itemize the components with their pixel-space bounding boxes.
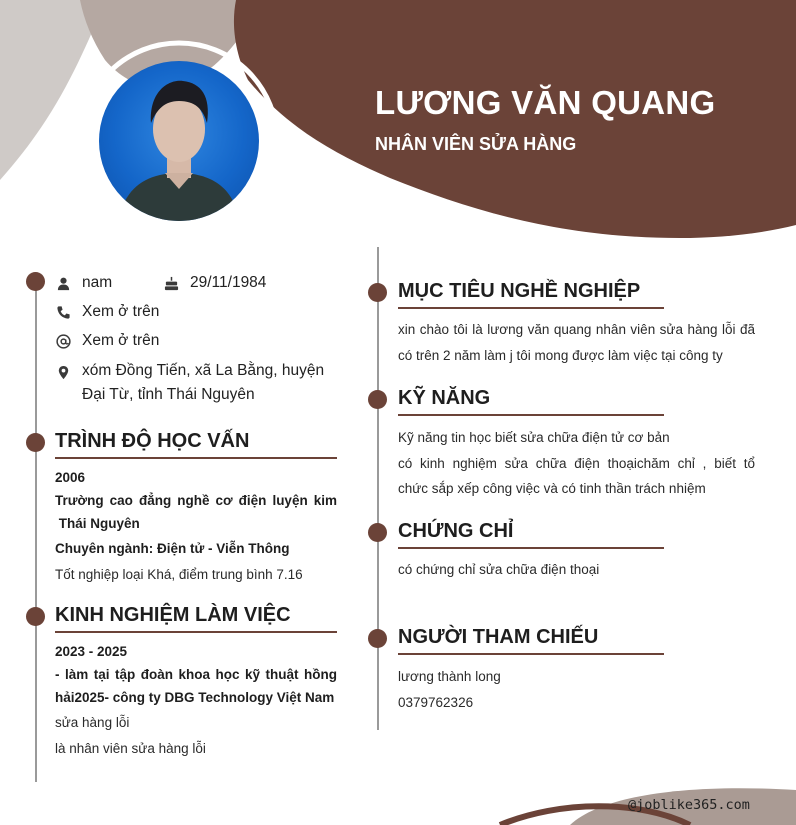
cake-icon xyxy=(164,276,179,291)
experience-title: KINH NGHIỆM LÀM VIỆC xyxy=(55,604,337,633)
certificates-line-1: có chứng chỉ sửa chữa điện thoại xyxy=(398,562,600,577)
candidate-name: LƯƠNG VĂN QUANG xyxy=(375,84,716,121)
experience-desc-1: sửa hàng lỗi xyxy=(55,715,130,730)
reference-phone: 0379762326 xyxy=(398,695,474,710)
left-timeline xyxy=(35,282,37,782)
certificates-title: CHỨNG CHỈ xyxy=(398,520,664,549)
phone-value: Xem ở trên xyxy=(82,303,160,320)
at-icon xyxy=(56,334,71,349)
experience-desc-2: là nhân viên sửa hàng lỗi xyxy=(55,741,206,756)
education-title: TRÌNH ĐỘ HỌC VẤN xyxy=(55,430,337,459)
skills-title: KỸ NĂNG xyxy=(398,387,664,416)
address-line-2: Đại Từ, tỉnh Thái Nguyên xyxy=(82,386,255,403)
objective-line-1: xin chào tôi là lương văn quang nhân viên sửa hàng lỗi đã xyxy=(398,322,755,337)
user-icon xyxy=(56,276,71,291)
address-line-1: xóm Đồng Tiến, xã La Bằng, huyện xyxy=(82,362,325,379)
references-title: NGƯỜI THAM CHIẾU xyxy=(398,626,664,655)
objective-title: MỤC TIÊU NGHỀ NGHIỆP xyxy=(398,280,664,309)
objective-dot xyxy=(368,283,387,302)
job-title: NHÂN VIÊN SỬA HÀNG xyxy=(375,134,577,154)
skills-line-3: chức sắp xếp công việc và có tinh thần trách nhiệm xyxy=(398,481,706,496)
education-school-line-2: Thái Nguyên xyxy=(55,516,140,531)
references-dot xyxy=(368,629,387,648)
certificates-dot xyxy=(368,523,387,542)
reference-name: lương thành long xyxy=(398,669,501,684)
location-pin-icon xyxy=(56,365,71,380)
skills-line-2: có kinh nghiệm sửa chữa điện thoạichăm chỉ , biết tổ xyxy=(398,456,755,471)
phone-row xyxy=(56,303,159,321)
education-school-line-1: Trường cao đẳng nghề cơ điện luyện kim xyxy=(55,493,337,508)
experience-company-line-1: - làm tại tập đoàn khoa học kỹ thuật hồng xyxy=(55,667,337,682)
gender-value: nam xyxy=(82,274,113,291)
objective-line-2: có trên 2 năm làm j tôi mong được làm việc tại công ty xyxy=(398,348,723,363)
skills-dot xyxy=(368,390,387,409)
experience-dot xyxy=(26,607,45,626)
email-row xyxy=(56,332,159,350)
address-value xyxy=(82,361,324,407)
person-photo-icon xyxy=(99,61,259,221)
experience-period: 2023 - 2025 xyxy=(55,644,128,659)
education-result: Tốt nghiệp loại Khá, điểm trung bình 7.16 xyxy=(55,567,303,582)
experience-company-line-2: hải2025- công ty DBG Technology Việt Nam xyxy=(55,690,335,705)
gender-row xyxy=(56,274,112,292)
email-value: Xem ở trên xyxy=(82,332,160,349)
address-row xyxy=(56,361,324,407)
right-timeline xyxy=(377,247,379,730)
education-major: Chuyên ngành: Điện tử - Viễn Thông xyxy=(55,541,290,556)
birthday-value: 29/11/1984 xyxy=(190,274,267,291)
education-dot xyxy=(26,433,45,452)
avatar xyxy=(99,61,259,221)
birthday-row xyxy=(164,274,266,292)
watermark: @joblike365.com xyxy=(628,797,750,813)
contact-dot xyxy=(26,272,45,291)
phone-icon xyxy=(56,305,71,320)
skills-line-1: Kỹ năng tin học biết sửa chữa điện tử cơ bản xyxy=(398,430,670,445)
education-year: 2006 xyxy=(55,470,86,485)
